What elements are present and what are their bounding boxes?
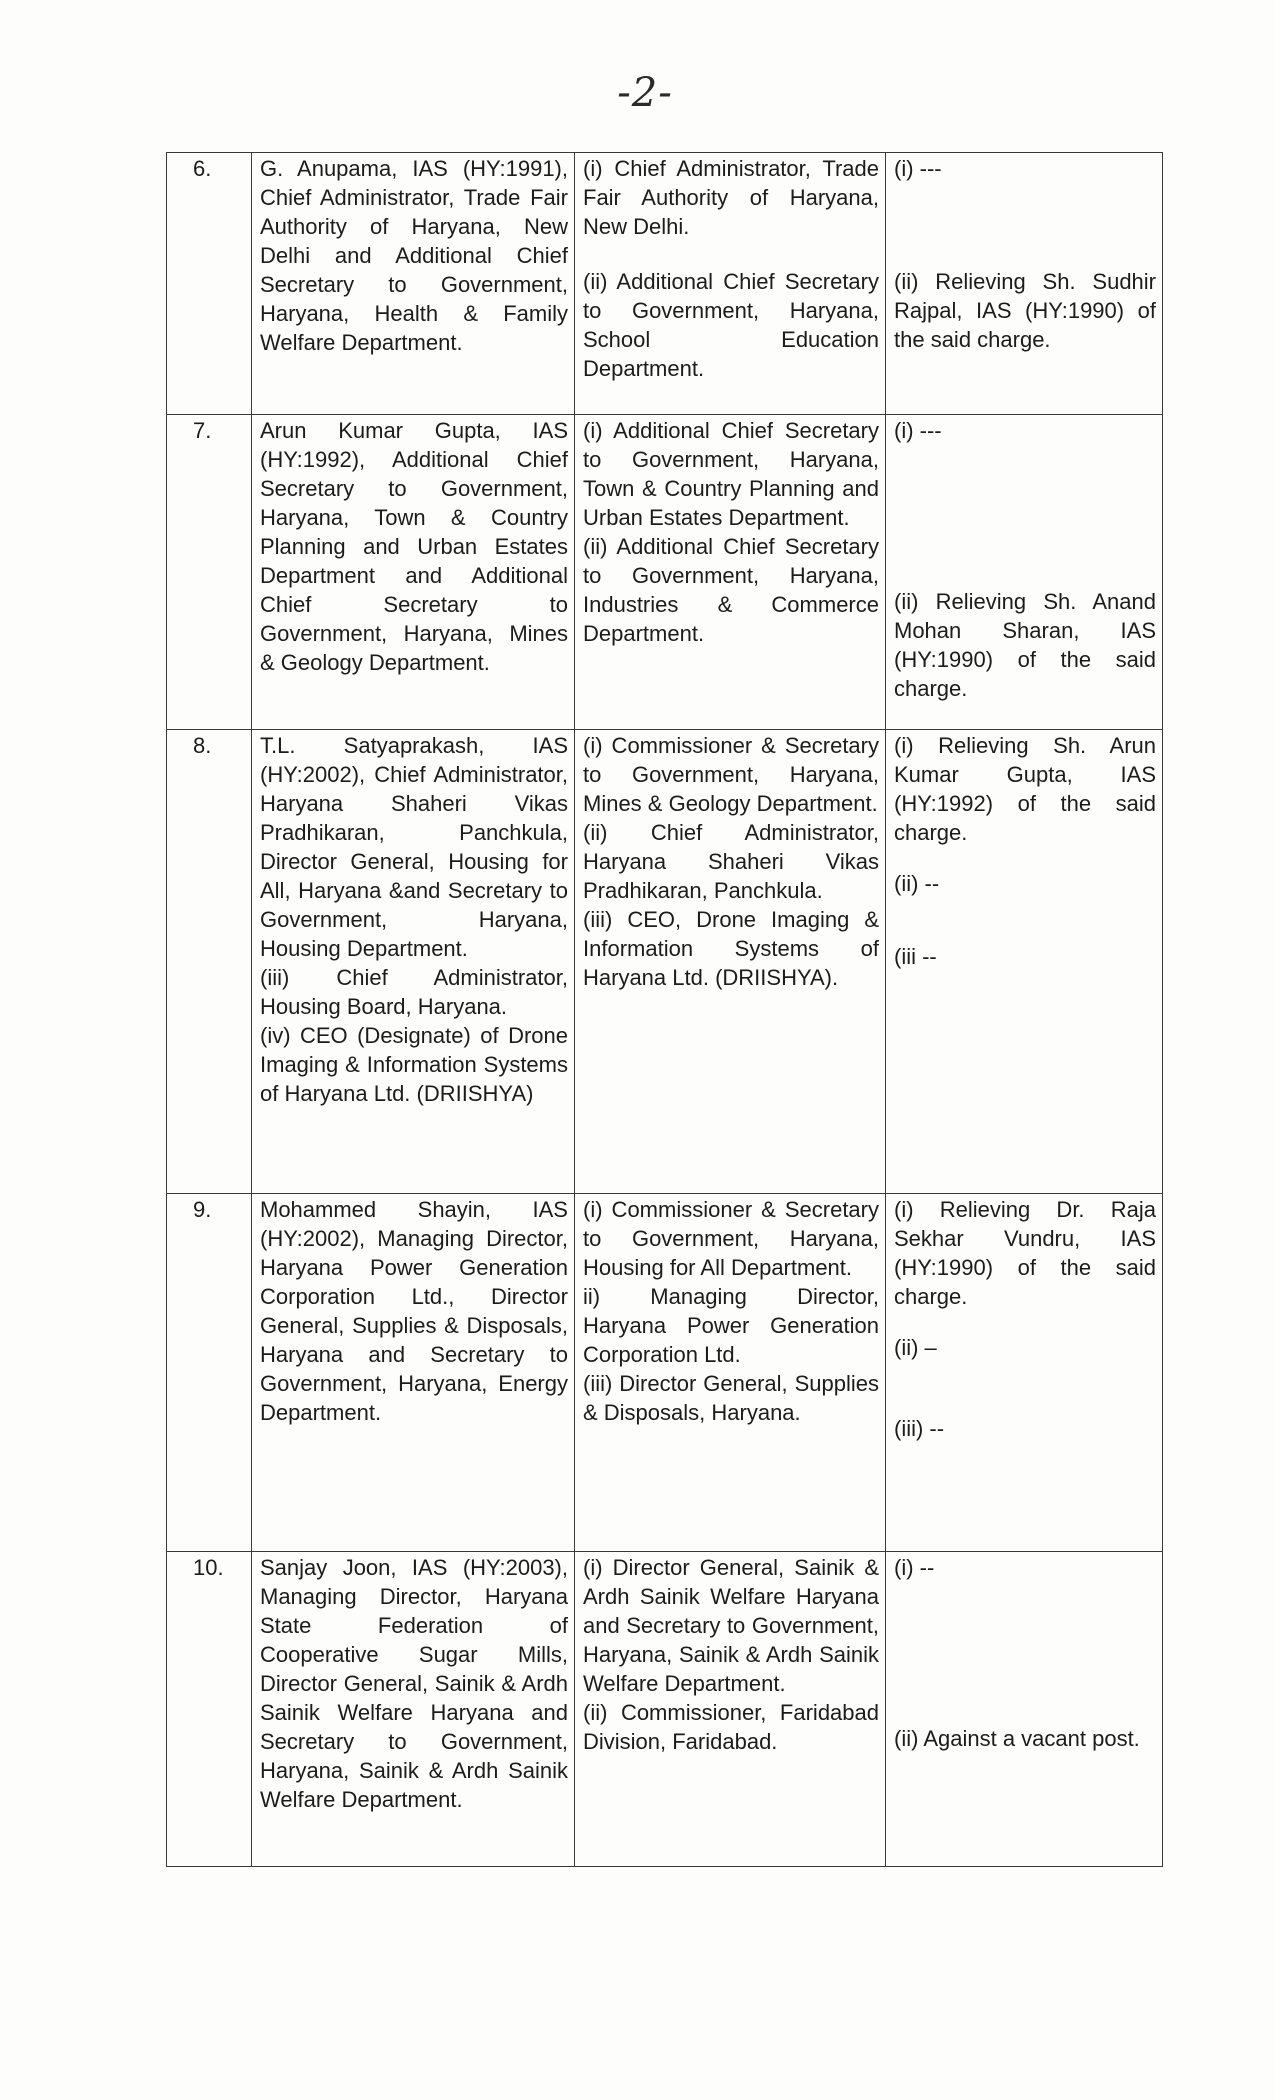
posting-details — [575, 415, 886, 730]
remarks-item: (ii) – — [894, 1335, 937, 1360]
remarks — [886, 730, 1163, 1194]
officer-details: Sanjay Joon, IAS (HY:2003), Managing Director, Haryana State Federation of Cooperative Sugar Mills, Director General, Sainik & Ardh Sainik Welfare Haryana and Secretary to Government, Haryana, Sainik & Ardh Sainik Welfare Department. — [252, 1552, 575, 1867]
officer-details: Arun Kumar Gupta, IAS (HY:1992), Additional Chief Secretary to Government, Haryana, Town & Country Planning and Urban Estates Department and Additional Chief Secretary to Government, Haryana, Mines & Geology Department. — [252, 415, 575, 730]
remarks-item: (ii) Against a vacant post. — [894, 1726, 1140, 1751]
serial-number: 8. — [167, 730, 252, 1194]
serial-number: 9. — [167, 1194, 252, 1552]
officer-extra-item: (iii) Chief Administrator, Housing Board, Haryana. — [260, 965, 568, 1019]
posting-item: (i) Chief Administrator, Trade Fair Authority of Haryana, New Delhi. — [583, 156, 879, 239]
posting-item: (i) Commissioner & Secretary to Government, Haryana, Mines & Geology Department. — [583, 733, 879, 816]
remarks-item: (iii -- — [894, 944, 937, 969]
table-row — [167, 415, 1163, 730]
remarks-item: (i) Relieving Dr. Raja Sekhar Vundru, IAS (HY:1990) of the said charge. — [894, 1197, 1156, 1309]
posting-item: (iii) CEO, Drone Imaging & Information Systems of Haryana Ltd. (DRIISHYA). — [583, 907, 879, 990]
remarks — [886, 415, 1163, 730]
posting-details — [575, 153, 886, 415]
posting-details — [575, 1194, 886, 1552]
remarks — [886, 153, 1163, 415]
officer-details: Mohammed Shayin, IAS (HY:2002), Managing Director, Haryana Power Generation Corporation Ltd., Director General, Supplies & Disposals, Haryana and Secretary to Government, Haryana, Energy Department. — [252, 1194, 575, 1552]
posting-item: (i) Director General, Sainik & Ardh Sainik Welfare Haryana and Secretary to Government, Haryana, Sainik & Ardh Sainik Welfare Department. — [583, 1555, 879, 1696]
posting-orders-table — [166, 152, 1163, 1867]
posting-details — [575, 730, 886, 1194]
posting-details — [575, 1552, 886, 1867]
remarks — [886, 1552, 1163, 1867]
posting-item: (ii) Commissioner, Faridabad Division, Faridabad. — [583, 1700, 879, 1754]
posting-item: (i) Commissioner & Secretary to Government, Haryana, Housing for All Department. — [583, 1197, 879, 1280]
remarks-item: (ii) Relieving Sh. Anand Mohan Sharan, IAS (HY:1990) of the said charge. — [894, 589, 1156, 701]
page-number: -2- — [617, 70, 673, 116]
table-row — [167, 1552, 1163, 1867]
remarks — [886, 1194, 1163, 1552]
table-row — [167, 730, 1163, 1194]
posting-item: (ii) Chief Administrator, Haryana Shaheri Vikas Pradhikaran, Panchkula. — [583, 820, 879, 903]
serial-number: 10. — [167, 1552, 252, 1867]
table-row — [167, 153, 1163, 415]
serial-number: 6. — [167, 153, 252, 415]
posting-item: ii) Managing Director, Haryana Power Generation Corporation Ltd. — [583, 1284, 879, 1367]
officer-main: T.L. Satyaprakash, IAS (HY:2002), Chief Administrator, Haryana Shaheri Vikas Pradhikaran, Panchkula, Director General, Housing for All, Haryana &and Secretary to Government, Haryana, Housing Department. — [260, 733, 568, 961]
table-row — [167, 1194, 1163, 1552]
posting-item: (ii) Additional Chief Secretary to Government, Haryana, Industries & Commerce Department. — [583, 534, 879, 646]
remarks-item: (iii) -- — [894, 1416, 945, 1441]
officer-extra-item: (iv) CEO (Designate) of Drone Imaging & Information Systems of Haryana Ltd. (DRIISHYA) — [260, 1023, 568, 1106]
remarks-item: (i) --- — [894, 156, 942, 181]
remarks-item: (i) -- — [894, 1555, 935, 1580]
remarks-item: (i) Relieving Sh. Arun Kumar Gupta, IAS (HY:1992) of the said charge. — [894, 733, 1156, 845]
officer-details: G. Anupama, IAS (HY:1991), Chief Administrator, Trade Fair Authority of Haryana, New Delhi and Additional Chief Secretary to Government, Haryana, Health & Family Welfare Department. — [252, 153, 575, 415]
remarks-item: (ii) Relieving Sh. Sudhir Rajpal, IAS (HY:1990) of the said charge. — [894, 269, 1156, 352]
posting-item: (i) Additional Chief Secretary to Government, Haryana, Town & Country Planning and Urban Estates Department. — [583, 418, 879, 530]
posting-item: (iii) Director General, Supplies & Disposals, Haryana. — [583, 1371, 879, 1425]
posting-item: (ii) Additional Chief Secretary to Government, Haryana, School Education Department. — [583, 269, 879, 381]
remarks-item: (i) --- — [894, 418, 942, 443]
officer-details — [252, 730, 575, 1194]
serial-number: 7. — [167, 415, 252, 730]
remarks-item: (ii) -- — [894, 871, 940, 896]
